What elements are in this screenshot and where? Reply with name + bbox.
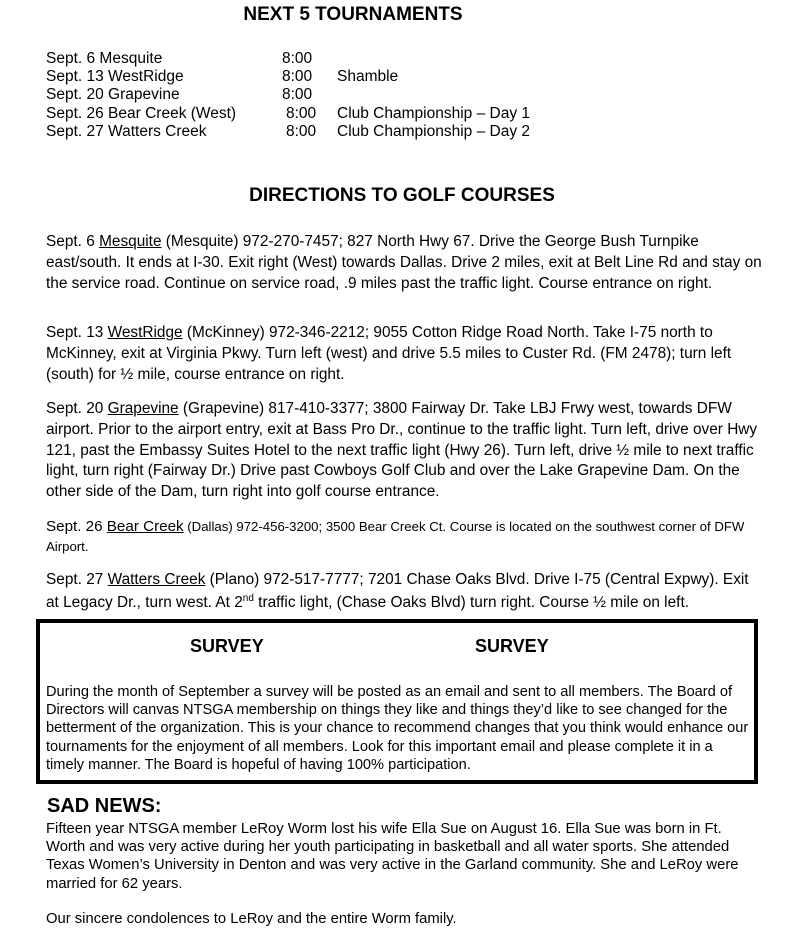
directions-grapevine — [46, 399, 764, 503]
tournament-date-course: Sept. 6 Mesquite — [46, 50, 163, 67]
tournament-time: 8:00 — [282, 50, 313, 67]
course-name: Bear Creek — [106, 518, 184, 535]
tournament-date-course: Sept. 20 Grapevine — [46, 86, 180, 103]
ordinal-suffix: nd — [242, 592, 254, 604]
course-name: Grapevine — [107, 400, 179, 417]
survey-title-right: SURVEY — [475, 636, 549, 656]
sad-news-body: Fifteen year NTSGA member LeRoy Worm lost his wife Ella Sue on August 16. Ella Sue was born in Ft. Worth and was very active during her youth participating in basketball and all water sports. She attended Texas Women’s University in Denton and was very active in the Garland community. She and LeRoy were married for 62 years. — [46, 821, 739, 892]
direction-date: Sept. 26 — [46, 518, 107, 535]
tournament-date-course: Sept. 26 Bear Creek (West) — [46, 105, 237, 122]
directions-westridge — [46, 323, 764, 385]
tournament-note: Club Championship – Day 1 — [337, 105, 530, 122]
tournament-time: 8:00 — [286, 123, 317, 140]
survey-box — [36, 619, 758, 784]
tournament-note: Club Championship – Day 2 — [337, 123, 530, 140]
survey-body: During the month of September a survey will be posted as an email and sent to all members. The Board of Directors will canvas NTSGA membership on things they like and things they’d like to see changed for the betterment of the organization. This is your chance to recommend changes that you think would enhance our tournaments for the enjoyment of all members. Look for this important email and please complete it in a timely manner. The Board is hopeful of having 100% participation. — [46, 684, 749, 773]
directions-bear-creek — [46, 517, 764, 556]
tournament-date-course: Sept. 13 WestRidge — [46, 68, 184, 85]
direction-date: Sept. 27 — [46, 571, 108, 588]
direction-date: Sept. 20 — [46, 400, 108, 417]
directions-heading: DIRECTIONS TO GOLF COURSES — [249, 185, 555, 206]
tournaments-heading: NEXT 5 TOURNAMENTS — [243, 4, 463, 25]
tournament-time: 8:00 — [282, 68, 313, 85]
direction-text: (Grapevine) 817-410-3377; 3800 Fairway Dr. Take LBJ Frwy west, towards DFW airport. Prior to the airport entry, exit at Bass Pro Dr., continue to the traffic light. Turn left, drive over Hwy 121, past the Embassy Suites Hotel to the next traffic light (Hwy 26). Turn left, drive ½ mile to next traffic light, turn right (Fairway Dr.) Drive past Cowboys Golf Club and over the Lake Grapevine Dam. On the other side of the Dam, turn right into golf course entrance. — [46, 400, 758, 501]
tournament-time: 8:00 — [286, 105, 317, 122]
direction-text: (Dallas) 972-456-3200; 3500 Bear Creek Ct. Course is located on the southwest corner of DFW Airport. — [46, 519, 745, 554]
direction-text: (Plano) 972-517-7777; 7201 Chase Oaks Blvd. Drive I-75 (Central Expwy). Exit at Legacy Dr., turn west. At 2 — [46, 571, 749, 611]
course-name: Mesquite — [99, 233, 162, 250]
sad-news-title: SAD NEWS: — [47, 795, 162, 817]
tournament-date-course: Sept. 27 Watters Creek — [46, 123, 207, 140]
course-name: Watters Creek — [107, 571, 206, 588]
sad-news-condolences: Our sincere condolences to LeRoy and the entire Worm family. — [46, 911, 457, 927]
direction-date: Sept. 13 — [46, 324, 108, 341]
direction-date: Sept. 6 — [46, 233, 100, 250]
directions-mesquite — [46, 232, 764, 294]
tournament-time: 8:00 — [282, 86, 313, 103]
direction-text: (Mesquite) 972-270-7457; 827 North Hwy 67. Drive the George Bush Turnpike east/south. It ends at I-30. Exit right (West) towards Dallas. Drive 2 miles, exit at Belt Line Rd and stay on the service road. Continue on service road, .9 miles past the traffic light. Course entrance on right. — [46, 233, 762, 292]
direction-text: traffic light, (Chase Oaks Blvd) turn right. Course ½ mile on left. — [253, 593, 689, 611]
direction-text: (McKinney) 972-346-2212; 9055 Cotton Ridge Road North. Take I-75 north to McKinney, exit at Virginia Pkwy. Turn left (west) and drive 5.5 miles to Custer Rd. (FM 2478); turn left (south) for ½ mile, course entrance on right. — [46, 324, 732, 383]
course-name: WestRidge — [107, 324, 183, 341]
tournament-note: Shamble — [337, 68, 399, 85]
directions-watters-creek — [46, 571, 764, 612]
survey-title-left: SURVEY — [190, 636, 264, 656]
